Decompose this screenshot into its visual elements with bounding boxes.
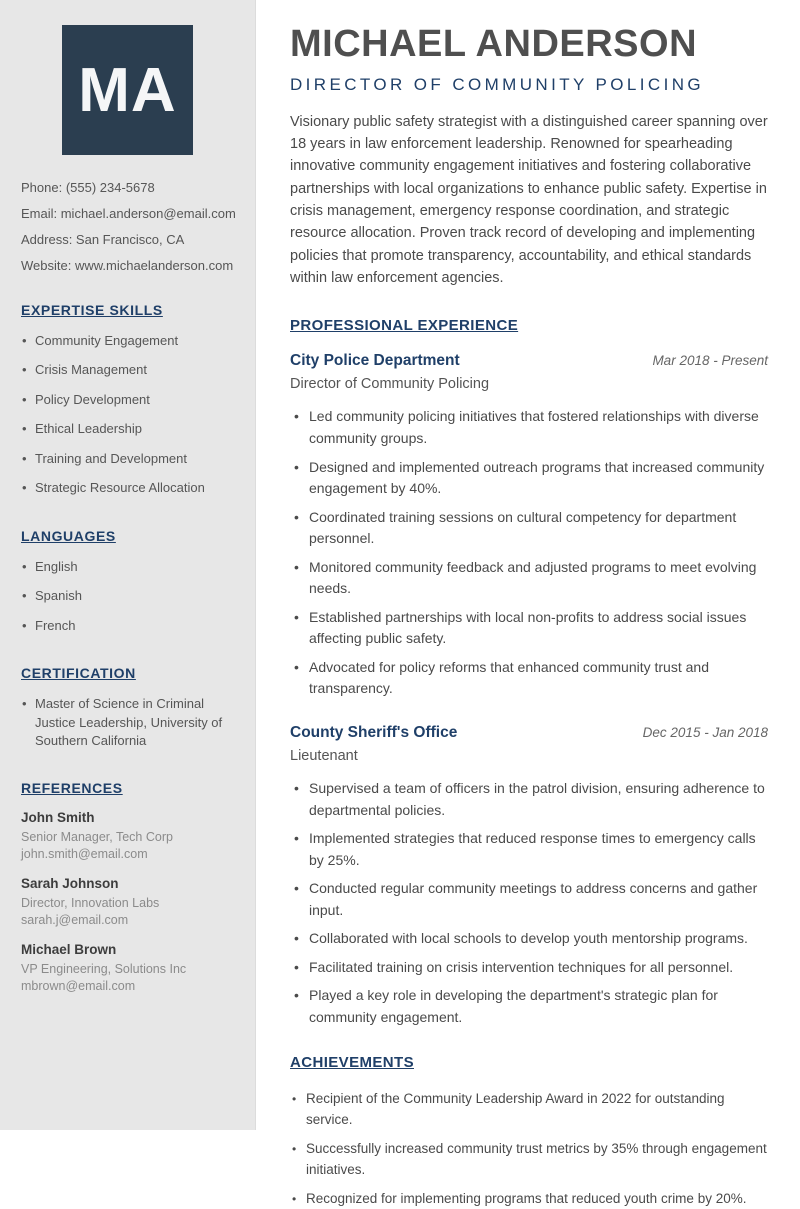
- monogram-avatar: [62, 25, 193, 155]
- job-header: [290, 724, 768, 742]
- skill-item: • Community Engagement: [21, 332, 234, 350]
- achievements-section: [290, 1054, 768, 1209]
- sidebar: [0, 0, 256, 1130]
- job-bullet: • Advocated for policy reforms that enhanced community trust and transparency.: [290, 657, 768, 700]
- skill-item: • Policy Development: [21, 391, 234, 409]
- reference-name: John Smith: [21, 810, 95, 826]
- contact-line: Website: www.michaelanderson.com: [21, 258, 234, 273]
- achievement-bullet: • Recognized for implementing programs that reduced youth crime by 20%.: [290, 1189, 768, 1209]
- skills-heading: EXPERTISE SKILLS: [21, 302, 163, 318]
- job-bullet: • Facilitated training on crisis intervention techniques for all personnel.: [290, 957, 768, 979]
- language-item: • Spanish: [21, 587, 234, 605]
- achievement-bullet: • Recipient of the Community Leadership Award in 2022 for outstanding service.: [290, 1089, 768, 1131]
- skills-list: [21, 332, 234, 498]
- references-heading: REFERENCES: [21, 780, 123, 797]
- reference-title: Senior Manager, Tech Corp: [21, 830, 173, 845]
- job-bullet: • Led community policing initiatives that fostered relationships with diverse community groups.: [290, 406, 768, 449]
- job-company: County Sheriff's Office: [290, 723, 458, 741]
- skill-item: • Strategic Resource Allocation: [21, 479, 234, 497]
- contact-line: Email: michael.anderson@email.com: [21, 206, 236, 221]
- contact-line: Phone: (555) 234-5678: [21, 180, 155, 195]
- job-dates: Dec 2015 - Jan 2018: [642, 724, 768, 740]
- reference-entry: [21, 942, 234, 995]
- reference-entry: [21, 876, 234, 929]
- reference-title: VP Engineering, Solutions Inc: [21, 961, 187, 976]
- references-list: [21, 810, 234, 994]
- job-bullet: • Supervised a team of officers in the patrol division, ensuring adherence to departmental policies.: [290, 778, 768, 821]
- job-bullet-list: [290, 406, 768, 700]
- experience-heading: PROFESSIONAL EXPERIENCE: [290, 317, 519, 335]
- reference-email: john.smith@email.com: [21, 847, 148, 862]
- skill-item: • Crisis Management: [21, 361, 234, 379]
- reference-name: Michael Brown: [21, 941, 117, 957]
- certification-list: [21, 695, 234, 750]
- job-role: Lieutenant: [290, 747, 358, 764]
- skill-item: • Ethical Leadership: [21, 420, 234, 438]
- main-column: [256, 0, 800, 1206]
- skill-item: • Training and Development: [21, 450, 234, 468]
- reference-entry: [21, 810, 234, 863]
- job-header: [290, 352, 768, 370]
- certification-heading: CERTIFICATION: [21, 665, 136, 682]
- language-item: • English: [21, 558, 234, 576]
- person-job-title: DIRECTOR OF COMMUNITY POLICING: [290, 74, 705, 94]
- job-bullet: • Played a key role in developing the department's strategic plan for community engagement.: [290, 985, 768, 1028]
- summary-paragraph: Visionary public safety strategist with a distinguished career spanning over 18 years in law enforcement leadership. Renowned for spearheading innovative community engagement initiatives and fostering collaborative partnerships with local organizations to enhance public safety. Expertise in crisis management, emergency response coordination, and strategic resource allocation. Proven track record of developing and implementing policies that promote transparency, accountability, and ethical standards within law enforcement agencies.: [290, 113, 768, 287]
- job-bullet: • Designed and implemented outreach programs that increased community engagement by 40%.: [290, 457, 768, 500]
- reference-title: Director, Innovation Labs: [21, 896, 160, 911]
- job-bullet: • Established partnerships with local non-profits to address social issues affecting public safety.: [290, 607, 768, 650]
- job-company: City Police Department: [290, 352, 460, 370]
- reference-email: mbrown@email.com: [21, 978, 136, 993]
- job-entry: [290, 724, 768, 1028]
- reference-email: sarah.j@email.com: [21, 913, 129, 928]
- achievements-heading: ACHIEVEMENTS: [290, 1054, 414, 1072]
- contact-line: Address: San Francisco, CA: [21, 232, 185, 247]
- job-bullet: • Collaborated with local schools to develop youth mentorship programs.: [290, 928, 768, 950]
- certification-item: • Master of Science in Criminal Justice Leadership, University of Southern California: [21, 695, 234, 750]
- job-bullet: • Conducted regular community meetings to address concerns and gather input.: [290, 878, 768, 921]
- achievement-bullet: • Successfully increased community trust metrics by 35% through engagement initiatives.: [290, 1139, 768, 1181]
- achievements-list: [290, 1089, 768, 1209]
- monogram-initials: MA: [78, 55, 177, 125]
- job-bullet-list: [290, 778, 768, 1028]
- languages-heading: LANGUAGES: [21, 527, 116, 544]
- job-entry: [290, 352, 768, 700]
- language-item: • French: [21, 617, 234, 635]
- reference-name: Sarah Johnson: [21, 876, 119, 892]
- job-bullet: • Coordinated training sessions on cultural competency for department personnel.: [290, 507, 768, 550]
- job-role: Director of Community Policing: [290, 376, 490, 393]
- contact-section: [21, 181, 234, 272]
- job-bullet: • Implemented strategies that reduced response times to emergency calls by 25%.: [290, 828, 768, 871]
- person-name: MICHAEL ANDERSON: [290, 23, 698, 65]
- languages-list: [21, 558, 234, 635]
- job-bullet: • Monitored community feedback and adjusted programs to meet evolving needs.: [290, 557, 768, 600]
- job-dates: Mar 2018 - Present: [652, 353, 768, 369]
